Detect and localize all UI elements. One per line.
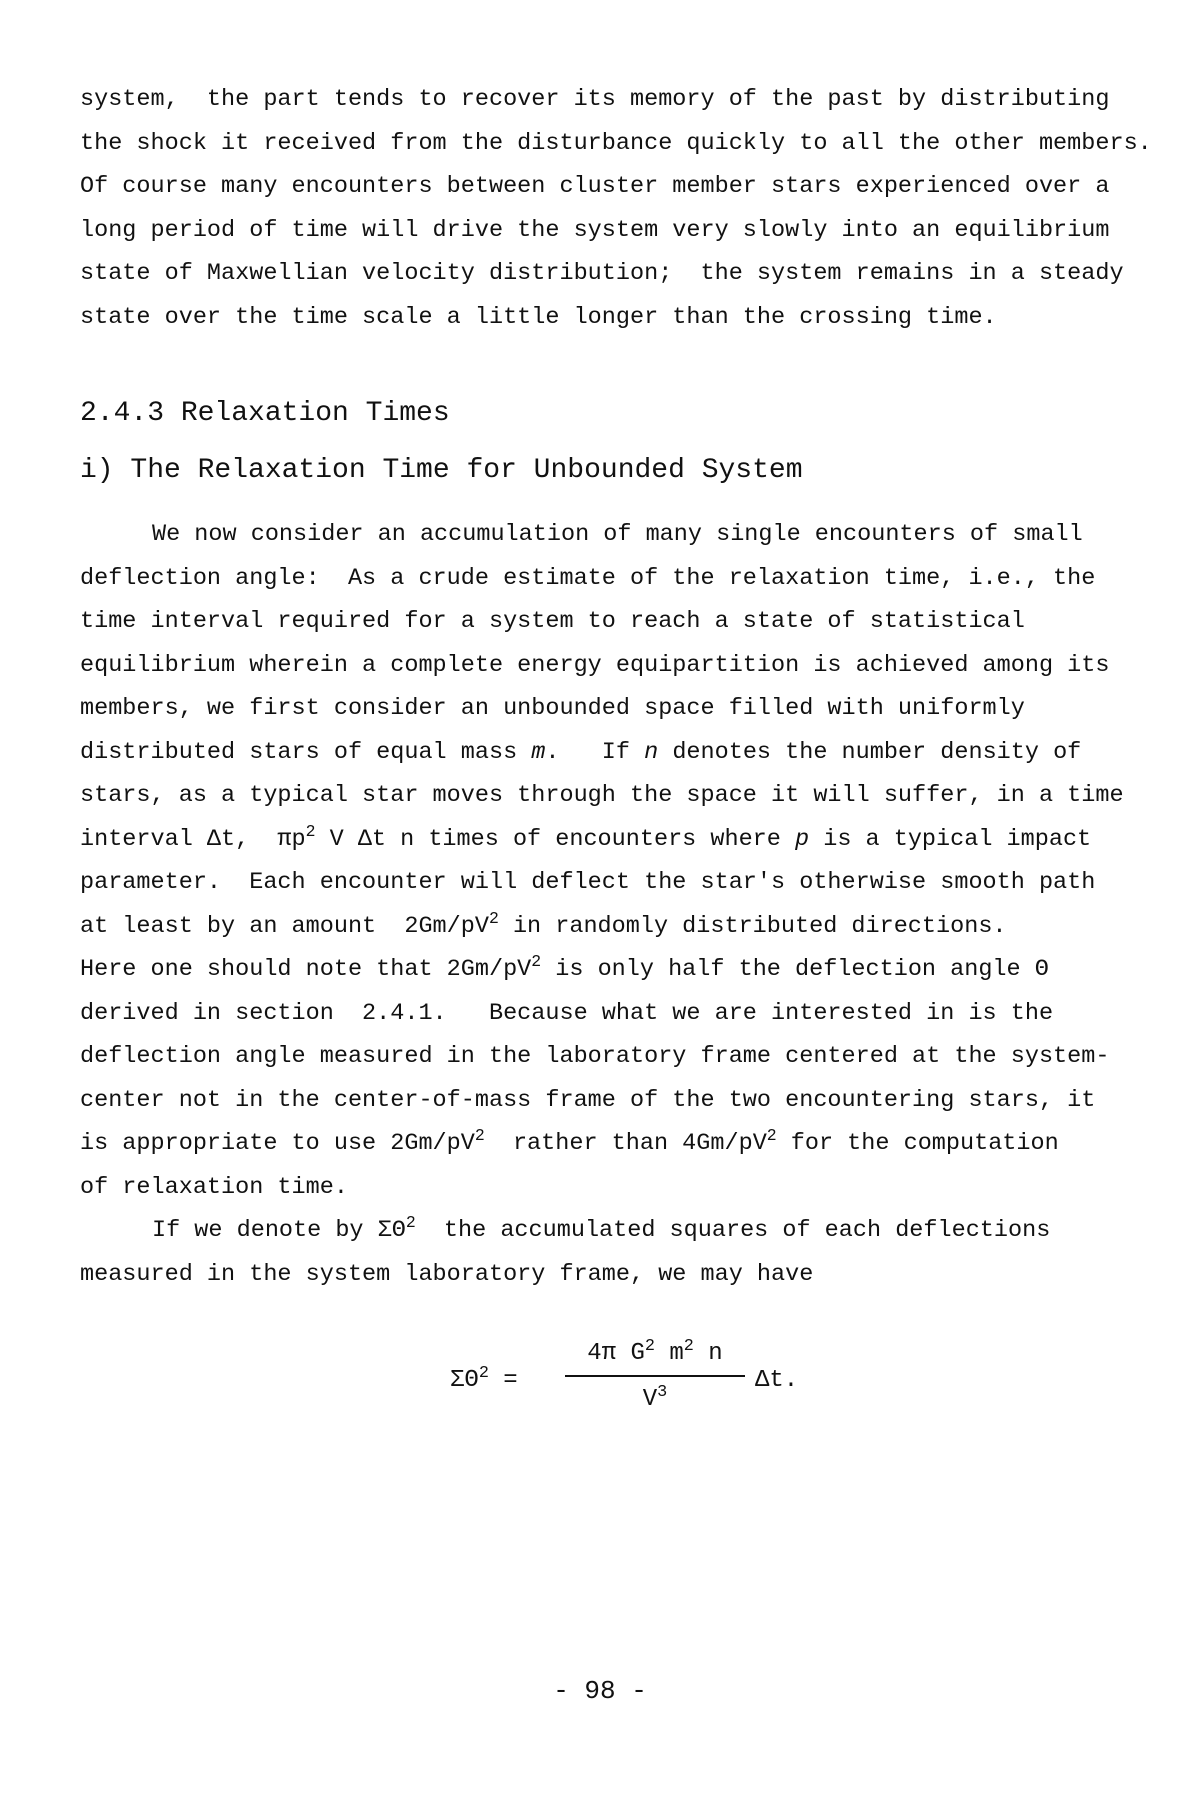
section-heading: 2.4.3 Relaxation Times [80, 398, 450, 429]
equation-fraction [565, 1335, 745, 1419]
text-line: Of course many encounters between cluster member stars experienced over a [80, 173, 1110, 200]
text-line: system, the part tends to recover its memory of the past by distributing [80, 86, 1110, 113]
text-line: state of Maxwellian velocity distribution; the system remains in a steady [80, 260, 1124, 287]
paragraph-accumulated [80, 1209, 1140, 1296]
text-line: state over the time scale a little longer than the crossing time. [80, 303, 997, 331]
text-line: stars, as a typical star moves through the space it will suffer, in a time [80, 782, 1124, 809]
text-line: deflection angle: As a crude estimate of the relaxation time, i.e., the [80, 564, 1096, 592]
equation-denominator: $V^3$ [642, 1382, 668, 1413]
text-line: measured in the system laboratory frame, we may have [80, 1260, 814, 1288]
equation-numerator: 4π $G^2$ $m^2$ n [587, 1336, 723, 1367]
text-line: long period of time will drive the system very slowly into an equilibrium [80, 216, 1110, 244]
equation-lhs: $\Sigma\Theta^2$ = [450, 1363, 518, 1394]
subsection-heading: i) The Relaxation Time for Unbounded System [80, 455, 803, 486]
equation-rhs: Δt. [755, 1367, 799, 1394]
text-line: derived in section 2.4.1. Because what we are interested in is the [80, 999, 1054, 1027]
fraction-bar [565, 1375, 745, 1377]
text-line: Here one should note that $2Gm/pV^2$ is only half the deflection angle Θ [80, 951, 1049, 983]
text-line: deflection angle measured in the laboratory frame centered at the system- [80, 1043, 1110, 1070]
text-line: interval Δt, $\pi p^2$ V Δt n times of encounters where p is a typical impact [80, 821, 1092, 853]
text-line: If we denote by $\Sigma\Theta^2$ the accumulated squares of each deflections [152, 1212, 1051, 1244]
text-line: is appropriate to use $2Gm/pV^2$ rather than $4Gm/pV^2$ for the computation [80, 1125, 1059, 1157]
text-line: distributed stars of equal mass m. If n denotes the number density of [80, 738, 1082, 766]
text-line: the shock it received from the disturbance quickly to all the other members. [80, 129, 1152, 157]
text-line: members, we first consider an unbounded space filled with uniformly [80, 695, 1025, 722]
text-line: center not in the center-of-mass frame of the two encountering stars, it [80, 1086, 1096, 1114]
page-number: - 98 - [553, 1676, 647, 1706]
text-line: at least by an amount $2Gm/pV^2$ in randomly distributed directions. [80, 908, 1007, 940]
text-line: We now consider an accumulation of many single encounters of small [152, 521, 1083, 548]
paragraph-continuation [80, 78, 1152, 339]
text-line: of relaxation time. [80, 1173, 348, 1201]
text-line: time interval required for a system to reach a state of statistical [80, 608, 1025, 635]
text-line: equilibrium wherein a complete energy equipartition is achieved among its [80, 651, 1110, 679]
paragraph-relaxation [80, 513, 1140, 1209]
text-line: parameter. Each encounter will deflect the star's otherwise smooth path [80, 869, 1096, 896]
equation-relaxation [450, 1335, 830, 1425]
